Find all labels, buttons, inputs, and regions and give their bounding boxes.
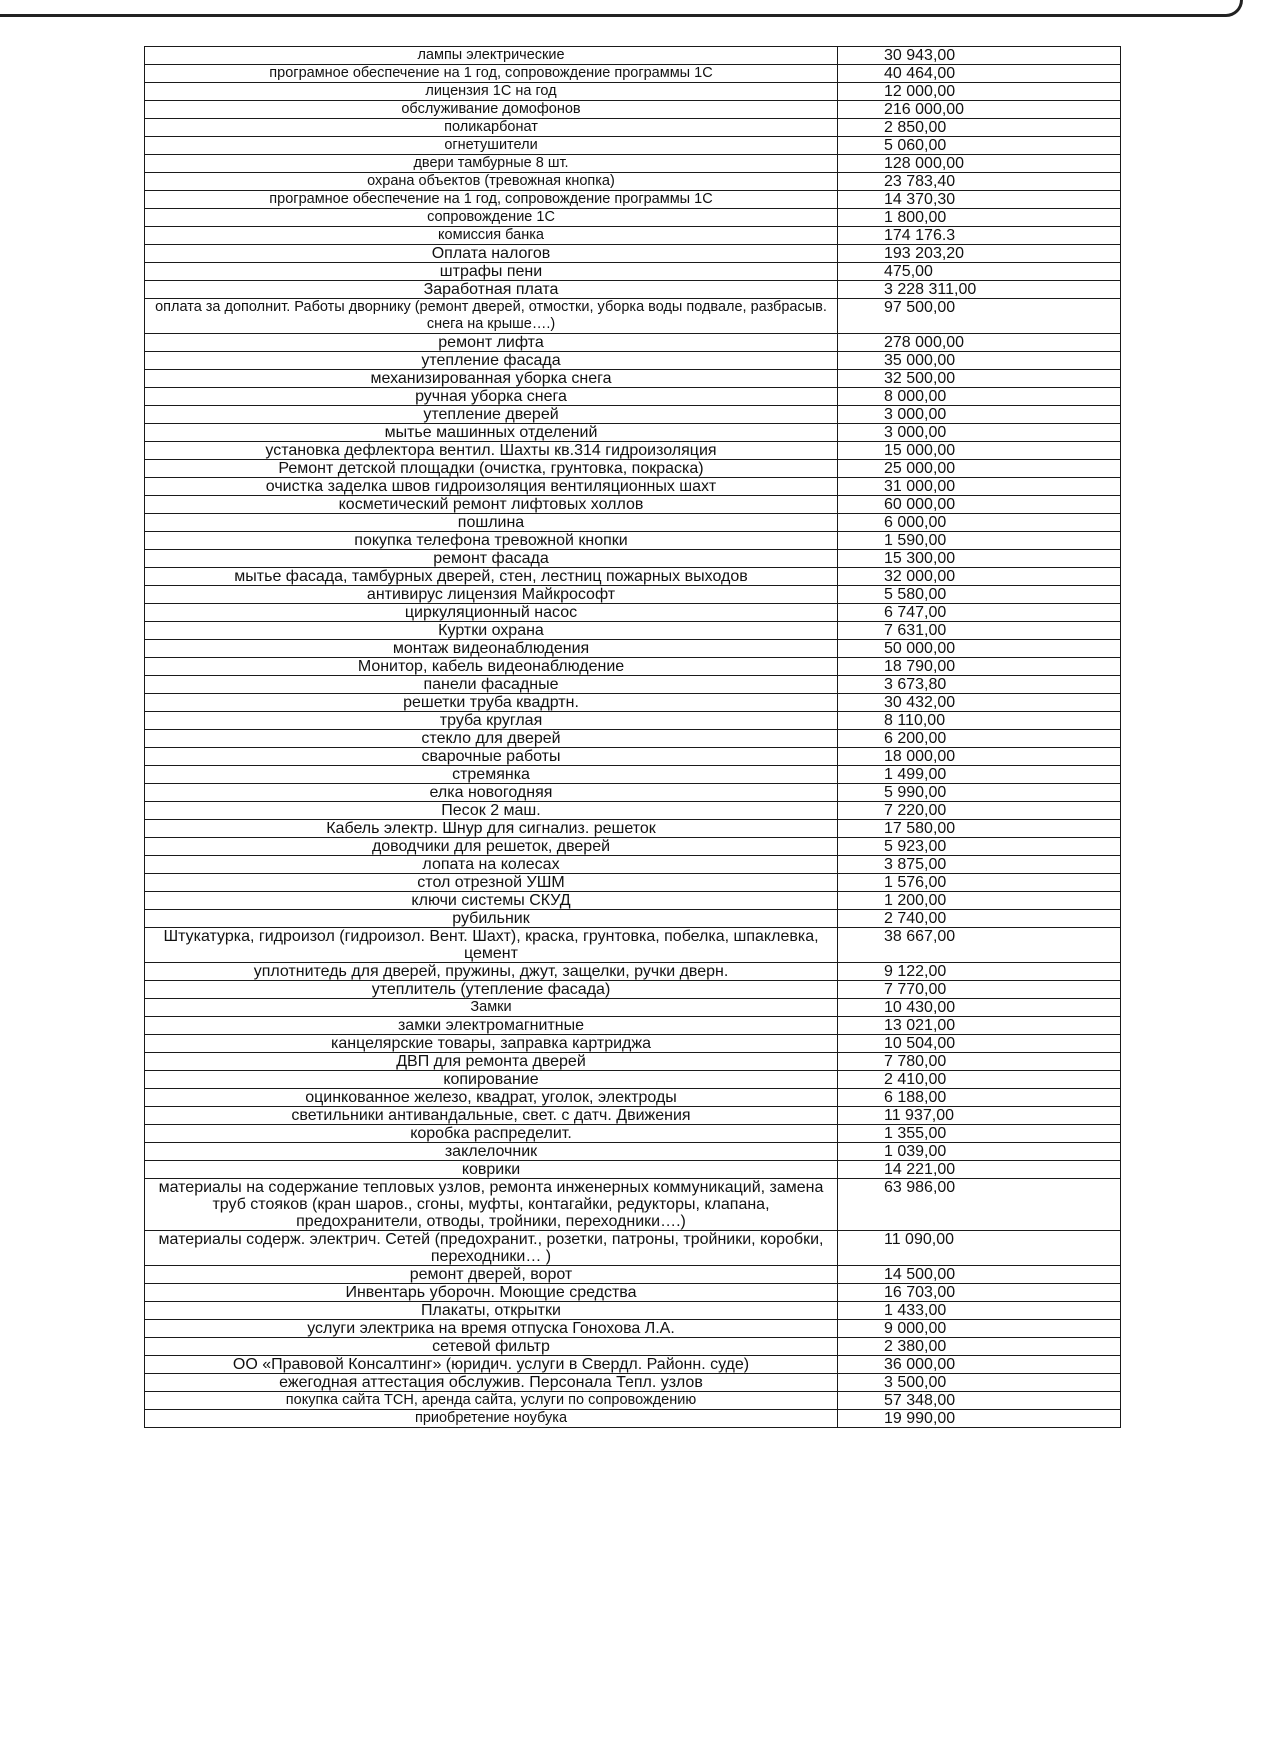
- table-row: [145, 1179, 1121, 1231]
- expense-item-name: Оплата налогов: [145, 245, 838, 263]
- expense-amount: 18 000,00: [838, 748, 1121, 766]
- expense-item-name: косметический ремонт лифтовых холлов: [145, 496, 838, 514]
- expense-item-name: антивирус лицензия Майкрософт: [145, 586, 838, 604]
- table-row: [145, 748, 1121, 766]
- table-row: [145, 1410, 1121, 1428]
- expense-item-name: комиссия банка: [145, 227, 838, 245]
- table-row: [145, 1374, 1121, 1392]
- expense-item-name: заклелочник: [145, 1143, 838, 1161]
- expense-amount: 31 000,00: [838, 478, 1121, 496]
- expense-amount: 19 990,00: [838, 1410, 1121, 1428]
- expense-amount: 17 580,00: [838, 820, 1121, 838]
- expense-amount: 14 370,30: [838, 191, 1121, 209]
- table-row: [145, 299, 1121, 334]
- expense-item-name: циркуляционный насос: [145, 604, 838, 622]
- expense-amount: 8 000,00: [838, 388, 1121, 406]
- table-row: [145, 478, 1121, 496]
- expense-item-name: очистка заделка швов гидроизоляция вентиляционных шахт: [145, 478, 838, 496]
- table-row: [145, 173, 1121, 191]
- expense-item-name: огнетушители: [145, 137, 838, 155]
- expense-amount: 11 937,00: [838, 1107, 1121, 1125]
- expense-amount: 8 110,00: [838, 712, 1121, 730]
- expense-amount: 3 673,80: [838, 676, 1121, 694]
- table-row: [145, 1320, 1121, 1338]
- expense-item-name: механизированная уборка снега: [145, 370, 838, 388]
- expense-item-name: рубильник: [145, 910, 838, 928]
- expense-item-name: стекло для дверей: [145, 730, 838, 748]
- table-row: [145, 712, 1121, 730]
- expense-amount: 14 500,00: [838, 1266, 1121, 1284]
- expense-item-name: програмное обеспечение на 1 год, сопровождение программы 1С: [145, 65, 838, 83]
- expense-item-name: ключи системы СКУД: [145, 892, 838, 910]
- expense-table-body: [145, 47, 1121, 1428]
- expense-item-name: лопата на колесах: [145, 856, 838, 874]
- table-row: [145, 1338, 1121, 1356]
- table-row: [145, 802, 1121, 820]
- expense-amount: 1 800,00: [838, 209, 1121, 227]
- table-row: [145, 65, 1121, 83]
- expense-item-name: приобретение ноубука: [145, 1410, 838, 1428]
- table-row: [145, 1266, 1121, 1284]
- table-row: [145, 263, 1121, 281]
- expense-item-name: елка новогодняя: [145, 784, 838, 802]
- table-row: [145, 586, 1121, 604]
- expense-item-name: програмное обеспечение на 1 год, сопровождение программы 1С: [145, 191, 838, 209]
- expense-item-name: поликарбонат: [145, 119, 838, 137]
- table-row: [145, 532, 1121, 550]
- expense-amount: 216 000,00: [838, 101, 1121, 119]
- table-row: [145, 1161, 1121, 1179]
- table-row: [145, 838, 1121, 856]
- table-row: [145, 1231, 1121, 1266]
- expense-amount: 23 783,40: [838, 173, 1121, 191]
- expense-amount: 174 176.3: [838, 227, 1121, 245]
- expense-item-name: Замки: [145, 999, 838, 1017]
- table-row: [145, 245, 1121, 263]
- expense-amount: 5 580,00: [838, 586, 1121, 604]
- expense-amount: 57 348,00: [838, 1392, 1121, 1410]
- expense-amount: 2 850,00: [838, 119, 1121, 137]
- table-row: [145, 1071, 1121, 1089]
- expense-amount: 3 228 311,00: [838, 281, 1121, 299]
- expense-item-name: ручная уборка снега: [145, 388, 838, 406]
- expense-amount: 11 090,00: [838, 1231, 1121, 1266]
- table-row: [145, 191, 1121, 209]
- expense-item-name: светильники антивандальные, свет. с датч. Движения: [145, 1107, 838, 1125]
- expense-amount: 1 576,00: [838, 874, 1121, 892]
- expense-item-name: Плакаты, открытки: [145, 1302, 838, 1320]
- expense-item-name: утепление дверей: [145, 406, 838, 424]
- table-row: [145, 1356, 1121, 1374]
- table-row: [145, 281, 1121, 299]
- expense-amount: 6 200,00: [838, 730, 1121, 748]
- expense-item-name: мытье машинных отделений: [145, 424, 838, 442]
- expense-amount: 9 000,00: [838, 1320, 1121, 1338]
- expense-amount: 3 000,00: [838, 406, 1121, 424]
- table-row: [145, 1017, 1121, 1035]
- expense-item-name: лицензия 1С на год: [145, 83, 838, 101]
- table-row: [145, 981, 1121, 999]
- table-row: [145, 514, 1121, 532]
- expense-item-name: штрафы пени: [145, 263, 838, 281]
- expense-amount: 1 499,00: [838, 766, 1121, 784]
- expense-item-name: мытье фасада, тамбурных дверей, стен, лестниц пожарных выходов: [145, 568, 838, 586]
- table-row: [145, 406, 1121, 424]
- table-row: [145, 568, 1121, 586]
- table-row: [145, 137, 1121, 155]
- expense-amount: 2 740,00: [838, 910, 1121, 928]
- expense-amount: 12 000,00: [838, 83, 1121, 101]
- expense-item-name: панели фасадные: [145, 676, 838, 694]
- expense-amount: 10 430,00: [838, 999, 1121, 1017]
- expense-item-name: стремянка: [145, 766, 838, 784]
- expense-item-name: Монитор, кабель видеонаблюдение: [145, 658, 838, 676]
- expense-item-name: Ремонт детской площадки (очистка, грунтовка, покраска): [145, 460, 838, 478]
- expense-amount: 36 000,00: [838, 1356, 1121, 1374]
- expense-amount: 35 000,00: [838, 352, 1121, 370]
- table-row: [145, 784, 1121, 802]
- expense-amount: 2 380,00: [838, 1338, 1121, 1356]
- expense-amount: 1 039,00: [838, 1143, 1121, 1161]
- scan-page-edge: [0, 0, 1243, 17]
- expense-amount: 13 021,00: [838, 1017, 1121, 1035]
- expense-sheet: [144, 46, 1060, 1428]
- expense-amount: 14 221,00: [838, 1161, 1121, 1179]
- table-row: [145, 658, 1121, 676]
- table-row: [145, 442, 1121, 460]
- expense-item-name: покупка телефона тревожной кнопки: [145, 532, 838, 550]
- table-row: [145, 1284, 1121, 1302]
- expense-item-name: стол отрезной УШМ: [145, 874, 838, 892]
- expense-item-name: решетки труба квадртн.: [145, 694, 838, 712]
- table-row: [145, 1125, 1121, 1143]
- table-row: [145, 1089, 1121, 1107]
- table-row: [145, 604, 1121, 622]
- expense-item-name: ОО «Правовой Консалтинг» (юридич. услуги в Свердл. Районн. суде): [145, 1356, 838, 1374]
- expense-amount: 97 500,00: [838, 299, 1121, 334]
- table-row: [145, 47, 1121, 65]
- expense-item-name: услуги электрика на время отпуска Гонохова Л.А.: [145, 1320, 838, 1338]
- expense-amount: 30 432,00: [838, 694, 1121, 712]
- expense-item-name: обслуживание домофонов: [145, 101, 838, 119]
- expense-amount: 63 986,00: [838, 1179, 1121, 1231]
- expense-amount: 16 703,00: [838, 1284, 1121, 1302]
- table-row: [145, 334, 1121, 352]
- expense-item-name: Инвентарь уборочн. Моющие средства: [145, 1284, 838, 1302]
- table-row: [145, 730, 1121, 748]
- table-row: [145, 227, 1121, 245]
- expense-amount: 2 410,00: [838, 1071, 1121, 1089]
- expense-amount: 128 000,00: [838, 155, 1121, 173]
- expense-item-name: лампы электрические: [145, 47, 838, 65]
- expense-amount: 7 631,00: [838, 622, 1121, 640]
- expense-amount: 18 790,00: [838, 658, 1121, 676]
- table-row: [145, 856, 1121, 874]
- expense-item-name: оплата за дополнит. Работы дворнику (ремонт дверей, отмостки, уборка воды подвале, разбрасыв. снега на крыше….): [145, 299, 838, 334]
- table-row: [145, 1107, 1121, 1125]
- table-row: [145, 496, 1121, 514]
- table-row: [145, 119, 1121, 137]
- expense-item-name: коврики: [145, 1161, 838, 1179]
- expense-item-name: пошлина: [145, 514, 838, 532]
- expense-item-name: Штукатурка, гидроизол (гидроизол. Вент. Шахт), краска, грунтовка, побелка, шпаклевка, цемент: [145, 928, 838, 963]
- table-row: [145, 640, 1121, 658]
- expense-amount: 1 200,00: [838, 892, 1121, 910]
- expense-amount: 6 188,00: [838, 1089, 1121, 1107]
- expense-item-name: установка дефлектора вентил. Шахты кв.314 гидроизоляция: [145, 442, 838, 460]
- expense-amount: 30 943,00: [838, 47, 1121, 65]
- expense-amount: 6 747,00: [838, 604, 1121, 622]
- table-row: [145, 101, 1121, 119]
- expense-item-name: труба круглая: [145, 712, 838, 730]
- expense-item-name: Куртки охрана: [145, 622, 838, 640]
- expense-item-name: ремонт дверей, ворот: [145, 1266, 838, 1284]
- expense-item-name: охрана объектов (тревожная кнопка): [145, 173, 838, 191]
- table-row: [145, 209, 1121, 227]
- expense-amount: 193 203,20: [838, 245, 1121, 263]
- expense-item-name: покупка сайта ТСН, аренда сайта, услуги по сопровождению: [145, 1392, 838, 1410]
- table-row: [145, 910, 1121, 928]
- table-row: [145, 1053, 1121, 1071]
- expense-amount: 38 667,00: [838, 928, 1121, 963]
- expense-amount: 3 500,00: [838, 1374, 1121, 1392]
- expense-amount: 7 220,00: [838, 802, 1121, 820]
- expense-amount: 10 504,00: [838, 1035, 1121, 1053]
- expense-item-name: замки электромагнитные: [145, 1017, 838, 1035]
- table-row: [145, 1035, 1121, 1053]
- expense-amount: 7 780,00: [838, 1053, 1121, 1071]
- table-row: [145, 892, 1121, 910]
- table-row: [145, 388, 1121, 406]
- table-row: [145, 676, 1121, 694]
- table-row: [145, 963, 1121, 981]
- expense-amount: 25 000,00: [838, 460, 1121, 478]
- expense-item-name: копирование: [145, 1071, 838, 1089]
- expense-item-name: уплотнитедь для дверей, пружины, джут, защелки, ручки дверн.: [145, 963, 838, 981]
- expense-item-name: коробка распределит.: [145, 1125, 838, 1143]
- table-row: [145, 460, 1121, 478]
- expense-amount: 1 433,00: [838, 1302, 1121, 1320]
- expense-item-name: материалы содерж. электрич. Сетей (предохранит., розетки, патроны, тройники, коробки, переходники… ): [145, 1231, 838, 1266]
- table-row: [145, 155, 1121, 173]
- expense-item-name: ДВП для ремонта дверей: [145, 1053, 838, 1071]
- expense-amount: 3 000,00: [838, 424, 1121, 442]
- table-row: [145, 352, 1121, 370]
- expense-item-name: монтаж видеонаблюдения: [145, 640, 838, 658]
- expense-amount: 1 355,00: [838, 1125, 1121, 1143]
- expense-item-name: оцинкованное железо, квадрат, уголок, электроды: [145, 1089, 838, 1107]
- expense-item-name: утеплитель (утепление фасада): [145, 981, 838, 999]
- expense-amount: 15 300,00: [838, 550, 1121, 568]
- table-row: [145, 1302, 1121, 1320]
- expense-item-name: сопровождение 1С: [145, 209, 838, 227]
- table-row: [145, 999, 1121, 1017]
- expense-item-name: двери тамбурные 8 шт.: [145, 155, 838, 173]
- table-row: [145, 622, 1121, 640]
- expense-item-name: сетевой фильтр: [145, 1338, 838, 1356]
- expense-item-name: ремонт лифта: [145, 334, 838, 352]
- expense-amount: 32 000,00: [838, 568, 1121, 586]
- expense-item-name: ремонт фасада: [145, 550, 838, 568]
- expense-amount: 475,00: [838, 263, 1121, 281]
- expense-amount: 60 000,00: [838, 496, 1121, 514]
- expense-amount: 5 923,00: [838, 838, 1121, 856]
- expense-amount: 50 000,00: [838, 640, 1121, 658]
- expense-table: [144, 46, 1121, 1428]
- expense-amount: 278 000,00: [838, 334, 1121, 352]
- expense-item-name: доводчики для решеток, дверей: [145, 838, 838, 856]
- table-row: [145, 550, 1121, 568]
- expense-amount: 3 875,00: [838, 856, 1121, 874]
- expense-item-name: Кабель электр. Шнур для сигнализ. решеток: [145, 820, 838, 838]
- table-row: [145, 424, 1121, 442]
- expense-item-name: Песок 2 маш.: [145, 802, 838, 820]
- expense-amount: 7 770,00: [838, 981, 1121, 999]
- expense-amount: 32 500,00: [838, 370, 1121, 388]
- expense-amount: 15 000,00: [838, 442, 1121, 460]
- table-row: [145, 694, 1121, 712]
- expense-item-name: материалы на содержание тепловых узлов, ремонта инженерных коммуникаций, замена труб стояков (кран шаров., сгоны, муфты, контагайки, редукторы, клапана, предохранители, отводы, тройники, переходники….): [145, 1179, 838, 1231]
- expense-item-name: утепление фасада: [145, 352, 838, 370]
- expense-amount: 5 990,00: [838, 784, 1121, 802]
- table-row: [145, 820, 1121, 838]
- expense-amount: 6 000,00: [838, 514, 1121, 532]
- expense-item-name: канцелярские товары, заправка картриджа: [145, 1035, 838, 1053]
- table-row: [145, 766, 1121, 784]
- table-row: [145, 1392, 1121, 1410]
- expense-amount: 9 122,00: [838, 963, 1121, 981]
- expense-item-name: Заработная плата: [145, 281, 838, 299]
- table-row: [145, 928, 1121, 963]
- expense-amount: 5 060,00: [838, 137, 1121, 155]
- expense-amount: 40 464,00: [838, 65, 1121, 83]
- table-row: [145, 83, 1121, 101]
- expense-amount: 1 590,00: [838, 532, 1121, 550]
- expense-item-name: ежегодная аттестация обслужив. Персонала Тепл. узлов: [145, 1374, 838, 1392]
- table-row: [145, 370, 1121, 388]
- table-row: [145, 874, 1121, 892]
- expense-item-name: сварочные работы: [145, 748, 838, 766]
- table-row: [145, 1143, 1121, 1161]
